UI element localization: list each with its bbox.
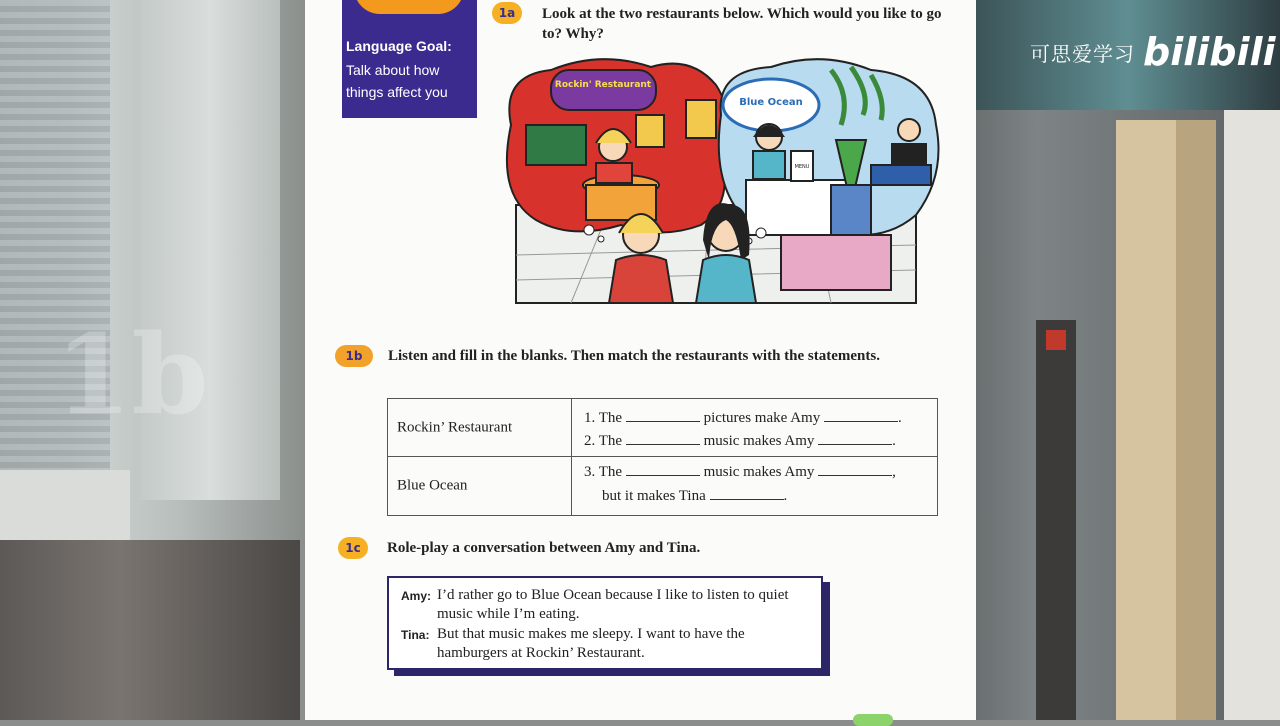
orange-header-shape (354, 0, 464, 14)
restaurants-illustration (491, 55, 941, 305)
section-badge-1b: 1b (335, 345, 373, 367)
restaurant-name: Blue Ocean (397, 477, 468, 494)
table-row (388, 399, 937, 457)
background-door (1176, 120, 1216, 720)
statement-text: The (598, 433, 623, 449)
bilibili-logo: bilibili (1143, 30, 1276, 74)
dialogue-box (387, 576, 823, 670)
fill-in-blank[interactable] (818, 463, 892, 476)
sign-rockin: Rockin' Restaurant (554, 80, 652, 90)
statement-text: but it makes Tina (602, 488, 706, 504)
statement-text: music makes Amy (703, 433, 815, 449)
ghost-badge-text: 1b (55, 310, 209, 439)
watermark (1030, 30, 1276, 74)
background-left (0, 0, 305, 720)
section-badge-1c: 1c (338, 537, 368, 559)
restaurant-name-cell (388, 457, 572, 515)
statement-text: The (598, 464, 623, 480)
statement-punct: . (892, 433, 896, 449)
statement-punct: , (892, 464, 896, 480)
statement-text: The (598, 410, 623, 426)
statement-1 (584, 409, 902, 427)
dialogue-line-amy: I’d rather go to Blue Ocean because I like to listen to quiet music while I’m eating. (437, 587, 789, 622)
statement-number: 3. (584, 464, 596, 480)
statement-punct: . (783, 488, 788, 504)
statement-number: 2. (584, 433, 596, 449)
language-goal-text: Talk about how things affect you (346, 62, 448, 100)
table-row (388, 457, 937, 515)
section-badge-1a: 1a (492, 2, 522, 24)
speaker-tina: Tina: (401, 628, 430, 642)
speaker-amy: Amy: (401, 589, 432, 603)
statement-text: pictures make Amy (703, 410, 821, 426)
instruction-1c: Role-play a conversation between Amy and Tina. (387, 540, 701, 556)
watermark-text: 可思爱学习 (1030, 41, 1135, 66)
background-door (1116, 120, 1176, 720)
background-door (1224, 110, 1280, 720)
statement-number: 1. (584, 410, 596, 426)
statement-3-continued (602, 487, 787, 505)
background-post (1036, 320, 1076, 720)
sign-blue-ocean: Blue Ocean (739, 97, 803, 108)
fill-in-blank[interactable] (626, 463, 700, 476)
background-sill (0, 470, 130, 550)
statement-3 (584, 463, 896, 481)
statement-punct: . (897, 410, 902, 426)
instruction-1b: Listen and fill in the blanks. Then match the restaurants with the statements. (388, 348, 880, 364)
fill-in-blank[interactable] (626, 409, 700, 422)
language-goal-box (342, 0, 477, 118)
background-red-light (1046, 330, 1066, 350)
statement-2 (584, 432, 896, 450)
background-cabinet (0, 540, 300, 720)
restaurant-name: Rockin’ Restaurant (397, 419, 513, 435)
instruction-1a: Look at the two restaurants below. Which would you like to go to? Why? (542, 6, 942, 42)
dialogue-line-tina: But that music makes me sleepy. I want to have the hamburgers at Rockin’ Restaurant. (437, 626, 745, 661)
statement-text: music makes Amy (703, 464, 815, 480)
matching-table (387, 398, 938, 516)
fill-in-blank[interactable] (818, 432, 892, 445)
fill-in-blank[interactable] (824, 409, 898, 422)
fill-in-blank[interactable] (710, 487, 784, 500)
fill-in-blank[interactable] (626, 432, 700, 445)
background-right (976, 0, 1280, 720)
menu-label: MENU (794, 164, 810, 170)
decorative-green-shape (853, 714, 893, 726)
restaurant-name-cell (388, 399, 572, 456)
textbook-page (305, 0, 976, 720)
language-goal-title: Language Goal: (346, 38, 452, 54)
